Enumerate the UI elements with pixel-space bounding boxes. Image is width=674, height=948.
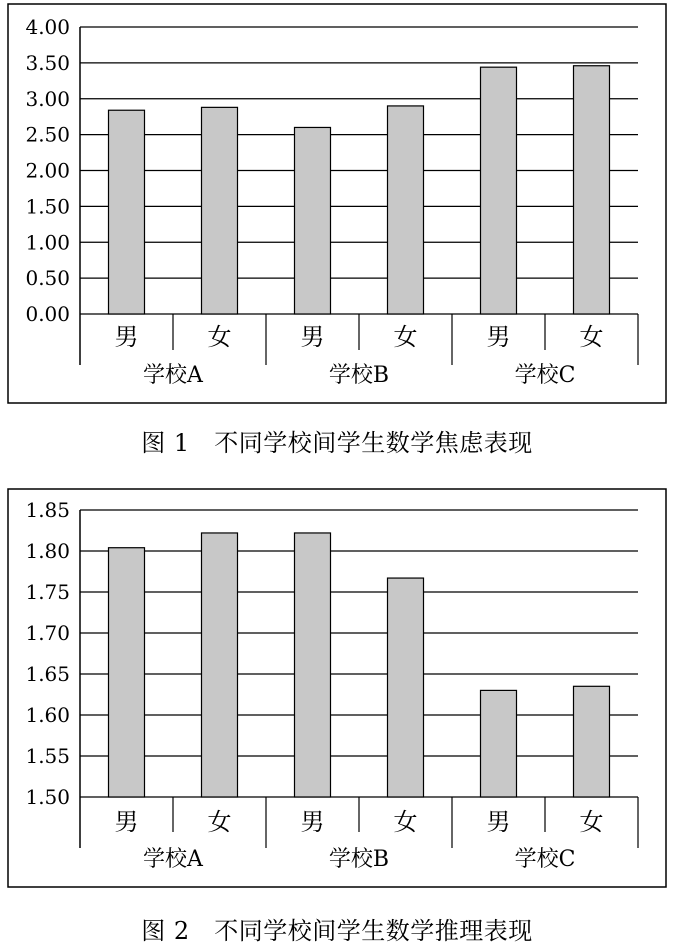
x-group-label: 学校C — [514, 847, 576, 872]
y-tick-label: 0.50 — [25, 266, 70, 291]
x-group-label: 学校A — [143, 847, 203, 872]
bar — [109, 548, 145, 797]
y-tick-label: 1.85 — [25, 498, 70, 522]
x-category-label: 女 — [393, 808, 418, 836]
x-category-label: 男 — [300, 808, 325, 836]
y-tick-label: 2.50 — [25, 122, 70, 147]
y-tick-label: 1.60 — [25, 703, 70, 727]
x-category-label: 女 — [579, 323, 604, 351]
x-category-label: 女 — [393, 323, 418, 351]
x-group-label: 学校B — [328, 847, 390, 872]
bar — [388, 578, 424, 797]
x-category-label: 女 — [207, 323, 232, 351]
bar — [574, 686, 610, 797]
x-category-label: 男 — [486, 808, 511, 836]
bar — [574, 66, 610, 314]
y-tick-label: 2.00 — [25, 158, 70, 183]
x-group-label: 学校C — [514, 363, 576, 388]
y-tick-label: 1.55 — [25, 744, 70, 768]
y-tick-label: 1.00 — [25, 230, 70, 255]
bar — [202, 533, 238, 797]
bar — [481, 67, 517, 314]
x-category-label: 女 — [207, 808, 232, 836]
y-tick-label: 1.70 — [25, 621, 70, 645]
chart-frame — [8, 489, 666, 887]
anxiety-bar-chart — [0, 0, 674, 415]
y-tick-label: 4.00 — [25, 15, 70, 39]
bar — [295, 127, 331, 314]
y-tick-label: 1.75 — [25, 580, 70, 604]
y-tick-label: 1.50 — [25, 785, 70, 809]
chart-frame — [8, 4, 666, 403]
bar — [295, 533, 331, 797]
x-category-label: 男 — [114, 808, 139, 836]
y-tick-label: 3.00 — [25, 86, 70, 111]
bar — [202, 107, 238, 314]
y-tick-label: 3.50 — [25, 50, 70, 75]
bar — [109, 110, 145, 314]
x-category-label: 男 — [486, 323, 511, 351]
x-category-label: 女 — [579, 808, 604, 836]
y-tick-label: 1.80 — [25, 539, 70, 563]
figure-2 — [0, 480, 674, 948]
y-tick-label: 0.00 — [25, 302, 70, 326]
bar — [481, 690, 517, 797]
bar — [388, 106, 424, 314]
figure-2-caption: 图 2 不同学校间学生数学推理表现 — [141, 917, 533, 945]
y-tick-label: 1.50 — [25, 194, 70, 219]
x-category-label: 男 — [300, 323, 325, 351]
x-category-label: 男 — [114, 323, 139, 351]
reasoning-bar-chart — [0, 480, 674, 900]
x-group-label: 学校B — [328, 363, 390, 388]
y-tick-label: 1.65 — [25, 662, 70, 686]
figure-1-caption: 图 1 不同学校间学生数学焦虑表现 — [141, 429, 533, 457]
x-group-label: 学校A — [143, 363, 203, 388]
